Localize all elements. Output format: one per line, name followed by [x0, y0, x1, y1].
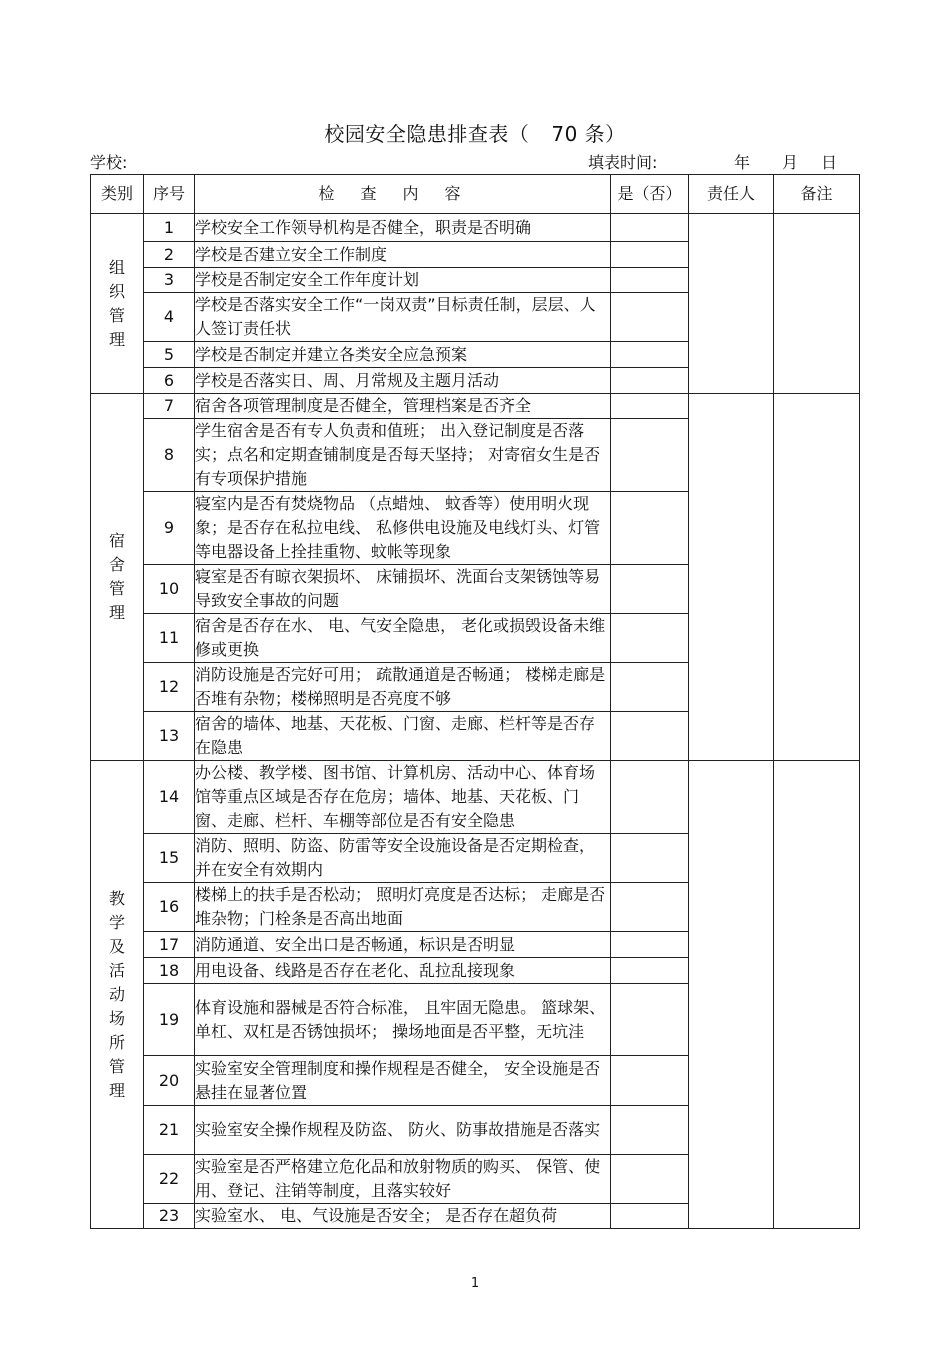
row-number: 9: [144, 492, 195, 565]
row-number: 13: [144, 712, 195, 761]
row-number: 10: [144, 565, 195, 614]
category-dorm: 宿舍管理: [91, 394, 144, 761]
row-content: 学生宿舍是否有专人负责和值班； 出入登记制度是否落实；点名和定期查铺制度是否每天坚持； 对寄宿女生是否有专项保护措施: [195, 419, 611, 492]
yes-no-cell[interactable]: [611, 614, 689, 663]
row-number: 21: [144, 1106, 195, 1155]
table-row: [91, 214, 860, 242]
category-teach: 教学及活动场所管理: [91, 761, 144, 1229]
row-number: 11: [144, 614, 195, 663]
inspection-table: [90, 174, 860, 1229]
row-content: 实验室安全操作规程及防盗、 防火、防事故措施是否落实: [195, 1106, 611, 1155]
row-number: 6: [144, 368, 195, 394]
yes-no-cell[interactable]: [611, 883, 689, 932]
row-number: 4: [144, 293, 195, 342]
yes-no-cell[interactable]: [611, 932, 689, 958]
title-text: 校园安全隐患排查表（: [324, 122, 530, 146]
responsible-cell-dorm[interactable]: [689, 394, 774, 761]
responsible-cell-org[interactable]: [689, 214, 774, 394]
row-number: 18: [144, 958, 195, 984]
row-number: 3: [144, 268, 195, 293]
school-label: 学校:: [90, 153, 128, 172]
fill-date-row: [588, 150, 848, 173]
yes-no-cell[interactable]: [611, 368, 689, 394]
row-content: 用电设备、线路是否存在老化、乱拉乱接现象: [195, 958, 611, 984]
fill-time-label: 填表时间:: [588, 153, 658, 172]
yes-no-cell[interactable]: [611, 1106, 689, 1155]
yes-no-cell[interactable]: [611, 958, 689, 984]
remarks-cell-org[interactable]: [774, 214, 860, 394]
header-row: [91, 175, 860, 214]
row-number: 5: [144, 342, 195, 368]
yes-no-cell[interactable]: [611, 214, 689, 242]
responsible-cell-teach[interactable]: [689, 761, 774, 1229]
row-content: 宿舍各项管理制度是否健全，管理档案是否齐全: [195, 394, 611, 419]
yes-no-cell[interactable]: [611, 242, 689, 268]
header-category: 类别: [91, 175, 144, 214]
page-number: 1: [470, 1276, 480, 1291]
row-content: 宿舍的墙体、地基、天花板、门窗、走廊、栏杆等是否存在隐患: [195, 712, 611, 761]
row-number: 22: [144, 1155, 195, 1204]
row-content: 消防、照明、防盗、防雷等安全设施设备是否定期检查，并在安全有效期内: [195, 834, 611, 883]
row-number: 23: [144, 1204, 195, 1229]
row-content: 体育设施和器械是否符合标准， 且牢固无隐患。 篮球架、单杠、双杠是否锈蚀损坏； 操场地面是否平整，无坑洼: [195, 984, 611, 1056]
yes-no-cell[interactable]: [611, 663, 689, 712]
row-content: 宿舍是否存在水、 电、气安全隐患， 老化或损毁设备未维修或更换: [195, 614, 611, 663]
yes-no-cell[interactable]: [611, 1056, 689, 1106]
row-content: 实验室安全管理制度和操作规程是否健全， 安全设施是否悬挂在显著位置: [195, 1056, 611, 1106]
row-content: 学校是否制定安全工作年度计划: [195, 268, 611, 293]
row-number: 1: [144, 214, 195, 242]
table-row: [91, 394, 860, 419]
yes-no-cell[interactable]: [611, 419, 689, 492]
yes-no-cell[interactable]: [611, 492, 689, 565]
row-content: 寝室内是否有焚烧物品 （点蜡烛、 蚊香等）使用明火现象；是否存在私拉电线、 私修供电设施及电线灯头、灯管等电器设备上拴挂重物、蚊帐等现象: [195, 492, 611, 565]
row-number: 20: [144, 1056, 195, 1106]
yes-no-cell[interactable]: [611, 268, 689, 293]
header-remarks: 备注: [774, 175, 860, 214]
yes-no-cell[interactable]: [611, 565, 689, 614]
row-content: 消防设施是否完好可用； 疏散通道是否畅通； 楼梯走廊是否堆有杂物；楼梯照明是否亮度不够: [195, 663, 611, 712]
year-label: 年: [733, 153, 750, 172]
title-count: 70 条）: [551, 122, 626, 146]
yes-no-cell[interactable]: [611, 834, 689, 883]
header-responsible: 责任人: [689, 175, 774, 214]
month-label: 月: [781, 153, 798, 172]
table-row: [91, 761, 860, 834]
row-number: 17: [144, 932, 195, 958]
row-content: 寝室是否有晾衣架损坏、 床铺损坏、洗面台支架锈蚀等易导致安全事故的问题: [195, 565, 611, 614]
remarks-cell-teach[interactable]: [774, 761, 860, 1229]
header-number: 序号: [144, 175, 195, 214]
row-number: 8: [144, 419, 195, 492]
category-org: 组织管理: [91, 214, 144, 394]
row-content: 实验室水、 电、气设施是否安全； 是否存在超负荷: [195, 1204, 611, 1229]
row-content: 实验室是否严格建立危化品和放射物质的购买、 保管、使用、登记、注销等制度，且落实较好: [195, 1155, 611, 1204]
header-content: 检查内容: [195, 175, 611, 214]
day-label: 日: [820, 153, 837, 172]
yes-no-cell[interactable]: [611, 394, 689, 419]
row-content: 楼梯上的扶手是否松动； 照明灯亮度是否达标； 走廊是否堆杂物；门栓条是否高出地面: [195, 883, 611, 932]
row-content: 消防通道、安全出口是否畅通，标识是否明显: [195, 932, 611, 958]
yes-no-cell[interactable]: [611, 1155, 689, 1204]
row-number: 16: [144, 883, 195, 932]
page-title: [0, 118, 950, 147]
yes-no-cell[interactable]: [611, 984, 689, 1056]
header-yes-no: 是（否）: [611, 175, 689, 214]
yes-no-cell[interactable]: [611, 293, 689, 342]
row-number: 7: [144, 394, 195, 419]
row-content: 学校安全工作领导机构是否健全，职责是否明确: [195, 214, 611, 242]
row-content: 学校是否建立安全工作制度: [195, 242, 611, 268]
row-content: 学校是否落实安全工作“一岗双责”目标责任制，层层、人人签订责任状: [195, 293, 611, 342]
row-number: 12: [144, 663, 195, 712]
row-content: 办公楼、教学楼、图书馆、计算机房、活动中心、体育场馆等重点区域是否存在危房；墙体、地基、天花板、门窗、走廊、栏杆、车棚等部位是否有安全隐患: [195, 761, 611, 834]
remarks-cell-dorm[interactable]: [774, 394, 860, 761]
row-number: 19: [144, 984, 195, 1056]
yes-no-cell[interactable]: [611, 342, 689, 368]
row-content: 学校是否落实日、周、月常规及主题月活动: [195, 368, 611, 394]
row-number: 15: [144, 834, 195, 883]
yes-no-cell[interactable]: [611, 761, 689, 834]
row-number: 2: [144, 242, 195, 268]
yes-no-cell[interactable]: [611, 1204, 689, 1229]
row-number: 14: [144, 761, 195, 834]
yes-no-cell[interactable]: [611, 712, 689, 761]
row-content: 学校是否制定并建立各类安全应急预案: [195, 342, 611, 368]
